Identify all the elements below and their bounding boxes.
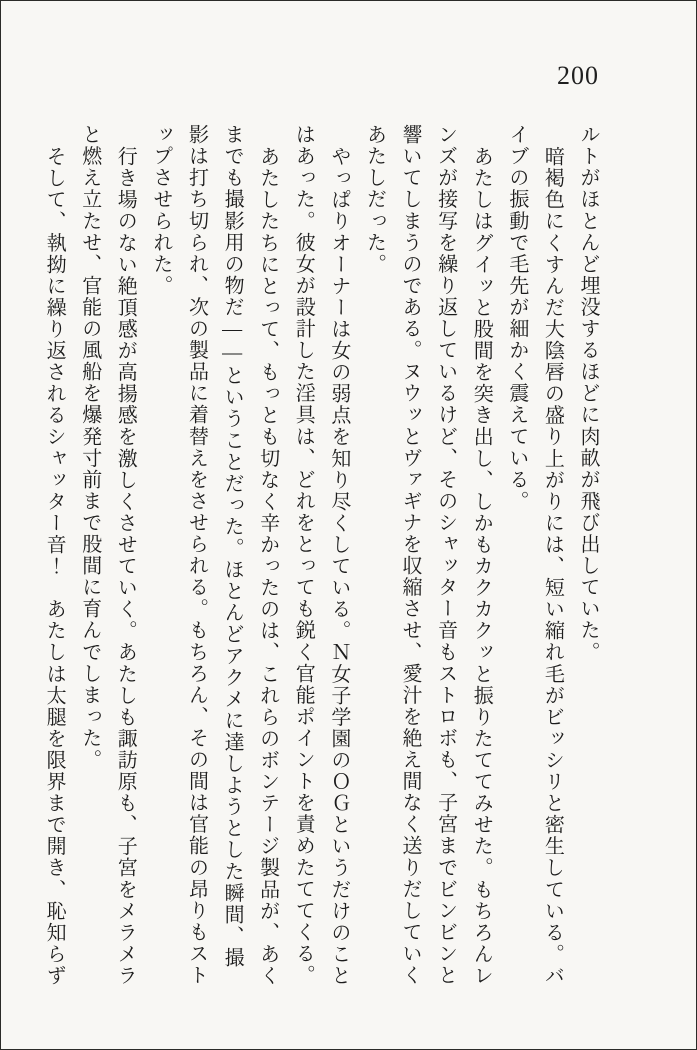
paragraph-4: やっぱりオーナーは女の弱点を知り尽くしている。Ｎ女子学園のＯＧというだけのことはあった。彼女が設計した淫具は、どれをとっても鋭く官能ポイントを責めたててくる。 bbox=[292, 124, 350, 986]
paragraph-6: 行き場のない絶頂感が高揚感を激しくさせていく。あたしも諏訪原も、子宮をメラメラと燃え立たせ、官能の風船を爆発寸前まで股間に育んでしまった。 bbox=[78, 124, 137, 986]
vertical-text-block bbox=[36, 124, 606, 988]
paragraph-2: 暗褐色にくすんだ大陰唇の盛り上がりには、短い縮れ毛がビッシリと密生している。バイブの振動で毛先が細かく震えている。 bbox=[505, 124, 564, 986]
paragraph-3: あたしはグイッと股間を突き出し、しかもカクカクッと振りたててみせた。もちろんレンズが接写を繰り返しているけど、そのシャッター音もストロボも、子宮までビンビンと響いてしまうのである。ヌウッとヴァギナを収縮させ、愛汁を絶え間なく送りだしていくあたしだった。 bbox=[363, 124, 493, 986]
paragraph-1: ルトがほとんど埋没するほどに肉畝が飛び出していた。 bbox=[577, 124, 599, 663]
page-number: 200 bbox=[557, 61, 599, 90]
paragraph-7: そして、執拗に繰り返されるシャッター音！ あたしは太腿を限界まで開き、恥知らず bbox=[43, 145, 66, 986]
paragraph-5: あたしたちにとって、もっとも切なく辛かったのは、これらのボンテージ製品が、あくまでも撮影用の物だ――ということだった。ほとんどアクメに達しようとした瞬間、撮影は打ち切られ、次の製品に着替えをさせられる。もちろん、その間は官能の昂りもストップさせられた。 bbox=[149, 124, 279, 986]
